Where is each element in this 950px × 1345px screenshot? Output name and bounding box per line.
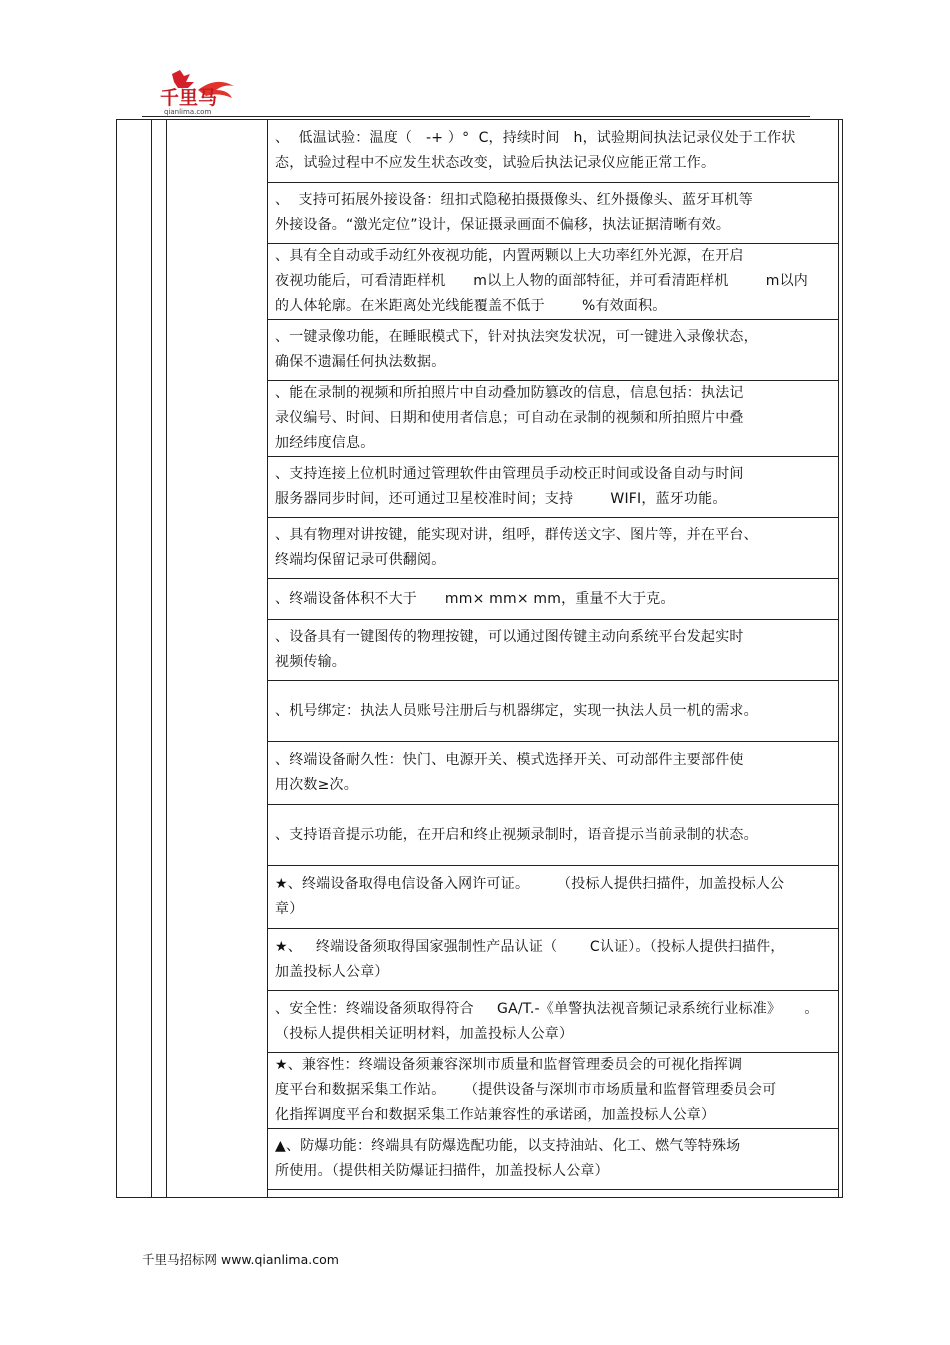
row-text-line: 章） (275, 901, 304, 917)
row-text-line: 终端均保留记录可供翻阅。 (275, 552, 446, 568)
table-row (267, 517, 838, 578)
row-text-line: 、 低温试验：温度（ -+ ）° C，持续时间 h，试验期间执法记录仪处于工作状 (275, 130, 796, 146)
table-row (267, 741, 838, 804)
row-text-line: 录仪编号、时间、日期和使用者信息；可自动在录制的视频和所拍照片中叠 (275, 410, 744, 426)
requirements-list (267, 119, 838, 1190)
table-row (267, 990, 838, 1052)
row-text-line: 、具有全自动或手动红外夜视功能，内置两颗以上大功率红外光源，在开启 (275, 248, 744, 264)
row-text-line: 所使用。（提供相关防爆证扫描件，加盖投标人公章） (275, 1163, 609, 1179)
row-text-line: 外接设备。“激光定位”设计，保证摄录画面不偏移，执法证据清晰有效。 (275, 217, 731, 233)
logo-brand-text: 千里马 (160, 87, 218, 109)
table-row (267, 804, 838, 865)
footer-text: 千里马招标网 www.qianlima.com (142, 1252, 339, 1267)
row-text-line: 、终端设备耐久性：快门、电源开关、模式选择开关、可动部件主要部件使 (275, 752, 744, 768)
table-row (267, 319, 838, 380)
table-row (267, 456, 838, 517)
qianlima-logo (158, 68, 242, 116)
table-column-divider (166, 120, 167, 1197)
row-text-line: 加盖投标人公章） (275, 963, 389, 980)
table-row (267, 680, 838, 741)
table-row (267, 865, 838, 928)
row-text-line: 、具有物理对讲按键，能实现对讲，组呼，群传送文字、图片等，并在平台、 (275, 527, 758, 543)
table-row (267, 1128, 838, 1190)
table-row (267, 182, 838, 243)
table-row (267, 243, 838, 319)
row-text-line: 加经纬度信息。 (275, 435, 375, 451)
row-text-line: 度平台和数据采集工作站。 （提供设备与深圳市市场质量和监督管理委员会可 (275, 1082, 777, 1098)
row-text-line: 、支持语音提示功能，在开启和终止视频录制时，语音提示当前录制的状态。 (275, 826, 758, 843)
horse-head-icon (172, 70, 194, 88)
row-text-line: 用次数≥次。 (275, 777, 358, 793)
row-text-line: 确保不遗漏任何执法数据。 (275, 354, 446, 370)
table-row (267, 619, 838, 680)
row-text-line: 化指挥调度平台和数据采集工作站兼容性的承诺函，加盖投标人公章） (275, 1107, 716, 1123)
row-text-line: 、 支持可拓展外接设备：纽扣式隐秘拍摄摄像头、红外摄像头、蓝牙耳机等 (275, 192, 753, 208)
row-text-line: 的人体轮廓。在米距离处光线能覆盖不低于 %有效面积。 (275, 298, 667, 314)
row-text-line: 、支持连接上位机时通过管理软件由管理员手动校正时间或设备自动与时间 (275, 466, 744, 482)
row-text-line: 、安全性：终端设备须取得符合 GA/T.-《单警执法视音频记录系统行业标准》 。 (275, 1000, 819, 1017)
row-text-line: ★、终端设备取得电信设备入网许可证。 （投标人提供扫描件，加盖投标人公 (275, 876, 785, 892)
row-text-line: 、一键录像功能，在睡眠模式下，针对执法突发状况，可一键进入录像状态， (275, 329, 758, 345)
row-text-line: 、能在录制的视频和所拍照片中自动叠加防篡改的信息，信息包括：执法记 (275, 385, 744, 401)
row-text-line: ★、兼容性：终端设备须兼容深圳市质量和监督管理委员会的可视化指挥调 (275, 1057, 743, 1073)
row-text-line: ★、 终端设备须取得国家强制性产品认证（ C认证）。（投标人提供扫描件， (275, 938, 785, 955)
row-text-line: 、终端设备体积不大于 mm× mm× mm，重量不大于克。 (275, 590, 675, 607)
table-row (267, 380, 838, 456)
table-row (267, 928, 838, 990)
logo-domain-text: qianlima.com (164, 108, 212, 116)
row-text-line: 、设备具有一键图传的物理按键，可以通过图传键主动向系统平台发起实时 (275, 629, 744, 645)
row-text-line: （投标人提供相关证明材料，加盖投标人公章） (275, 1025, 574, 1042)
header-rule (142, 116, 810, 117)
table-row (267, 1052, 838, 1128)
table-column-divider (838, 120, 839, 1197)
table-row (267, 578, 838, 619)
row-text-line: 夜视功能后，可看清距样机 m以上人物的面部特征，并可看清距样机 m以内 (275, 273, 808, 289)
row-text-line: 、机号绑定：执法人员账号注册后与机器绑定，实现一执法人员一机的需求。 (275, 702, 758, 719)
table-column-divider (151, 120, 152, 1197)
row-text-line: 态，试验过程中不应发生状态改变，试验后执法记录仪应能正常工作。 (275, 155, 716, 171)
row-text-line: ▲、防爆功能：终端具有防爆选配功能，以支持油站、化工、燃气等特殊场 (275, 1138, 741, 1154)
row-text-line: 服务器同步时间，还可通过卫星校准时间；支持 WIFI，蓝牙功能。 (275, 491, 727, 507)
table-row (267, 119, 838, 182)
row-text-line: 视频传输。 (275, 654, 346, 670)
